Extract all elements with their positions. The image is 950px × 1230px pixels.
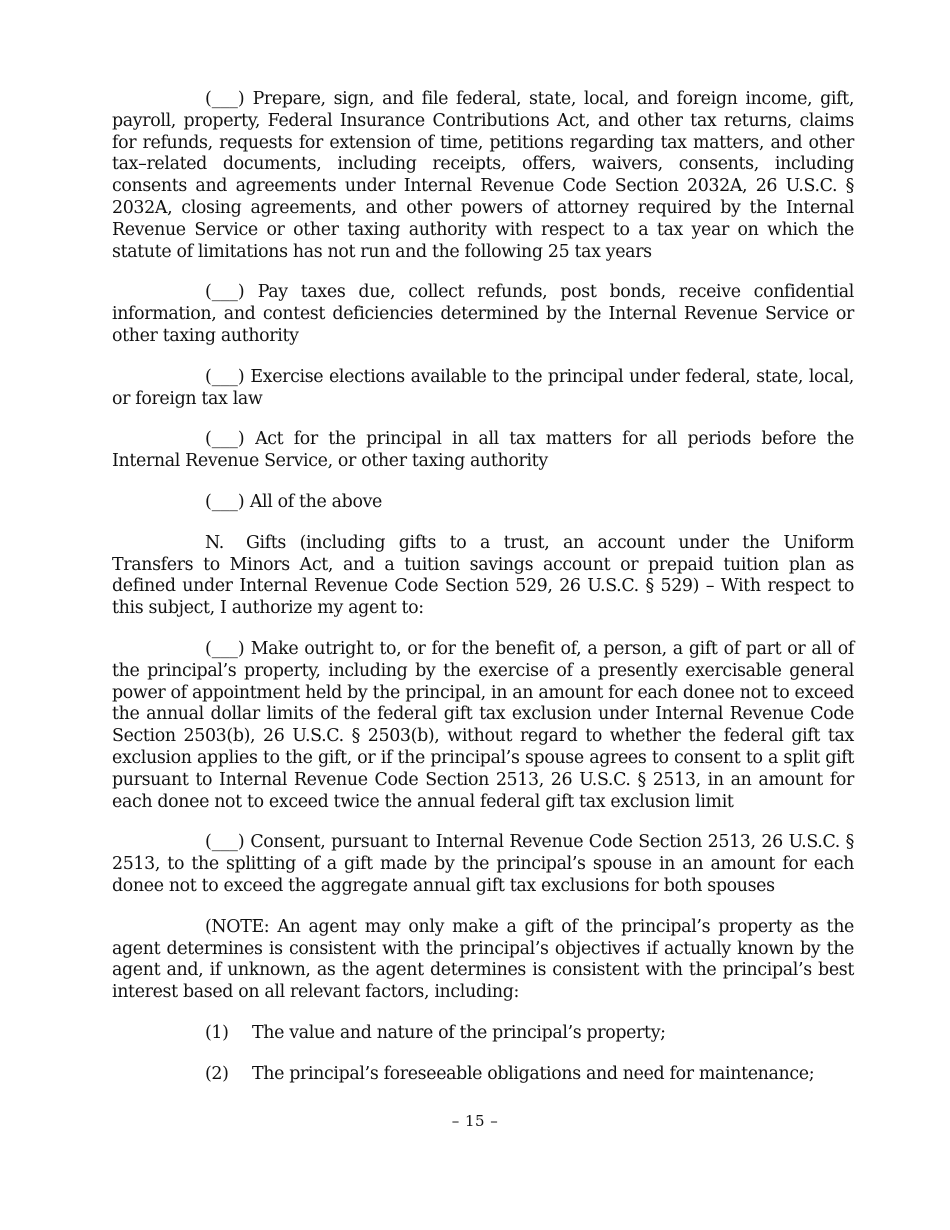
option-blank[interactable]: (___) <box>205 282 245 303</box>
tax-option-pay-taxes <box>112 282 854 347</box>
option-blank[interactable]: (___) <box>205 491 245 512</box>
page-number: – 15 – <box>451 1112 499 1130</box>
option-text: Act for the principal in all tax matters for all periods before the Internal Revenue Service, or other taxing authority <box>112 429 855 472</box>
section-letter: N. <box>205 532 224 553</box>
document-page <box>112 89 854 1104</box>
list-item-number: (2) <box>205 1063 229 1084</box>
option-text: Make outright to, or for the benefit of, a person, a gift of part or all of the principal’s property, including by the exercise of a presently exercisable general power of appointment held by the principal, in an amount for each donee not to exceed the annual dollar limits of the federal gift tax exclusion under Internal Revenue Code Section 2503(b), 26 U.S.C. § 2503(b), without regard to whether the federal gift tax exclusion applies to the gift, or if the principal’s spouse agrees to consent to a split gift pursuant to Internal Revenue Code Section 2513, 26 U.S.C. § 2513, in an amount for each donee not to exceed twice the annual federal gift tax exclusion limit <box>112 638 854 812</box>
option-blank[interactable]: (___) <box>205 366 245 387</box>
section-text: Gifts (including gifts to a trust, an account under the Uniform Transfers to Minors Act, and a tuition savings account or prepaid tuition plan as defined under Internal Revenue Code Section 529, 26 U.S.C. § 529) – With respect to this subject, I authorize my agent to: <box>112 532 854 619</box>
option-text: Pay taxes due, collect refunds, post bonds, receive confidential information, and contest deficiencies determined by the Internal Revenue Service or other taxing authority <box>112 282 854 346</box>
note-list-item <box>205 1023 854 1045</box>
list-item-text: The value and nature of the principal’s property; <box>252 1022 666 1043</box>
note-list-item <box>205 1064 854 1086</box>
note-text: (NOTE: An agent may only make a gift of the principal’s property as the agent determines is consistent with the principal’s objectives if actually known by the agent and, if unknown, as the agent determines is consistent with the principal’s best interest based on all relevant factors, including: <box>112 916 854 1003</box>
tax-option-all-of-the-above <box>112 492 854 514</box>
section-n-gifts-heading <box>112 533 854 620</box>
option-text: Exercise elections available to the principal under federal, state, local, or foreign tax law <box>112 366 854 409</box>
tax-option-prepare-returns <box>112 89 854 263</box>
list-item-text: The principal’s foreseeable obligations and need for maintenance; <box>252 1063 815 1084</box>
option-blank[interactable]: (___) <box>205 429 245 450</box>
option-blank[interactable]: (___) <box>205 89 245 109</box>
gift-option-consent-split <box>112 832 854 897</box>
option-text: Consent, pursuant to Internal Revenue Code Section 2513, 26 U.S.C. § 2513, to the splitting of a gift made by the principal’s spouse in an amount for each donee not to exceed the aggregate annual gift tax exclusions for both spouses <box>112 832 854 896</box>
tax-option-exercise-elections <box>112 367 854 411</box>
option-blank[interactable]: (___) <box>205 832 245 853</box>
tax-option-act-for-principal <box>112 429 854 473</box>
gift-note <box>112 917 854 1004</box>
option-blank[interactable]: (___) <box>205 638 245 659</box>
list-item-number: (1) <box>205 1022 229 1043</box>
option-text: All of the above <box>249 491 382 512</box>
gift-option-outright-gift <box>112 639 854 813</box>
option-text: Prepare, sign, and file federal, state, local, and foreign income, gift, payroll, property, Federal Insurance Contributions Act, and other tax returns, claims for refunds, requests for extension of time, petitions regarding tax matters, and other tax–related documents, including receipts, offers, waivers, consents, including consents and agreements under Internal Revenue Code Section 2032A, 26 U.S.C. § 2032A, closing agreements, and other powers of attorney required by the Internal Revenue Service or other taxing authority with respect to a tax year on which the statute of limitations has not run and the following 25 tax years <box>112 89 854 262</box>
